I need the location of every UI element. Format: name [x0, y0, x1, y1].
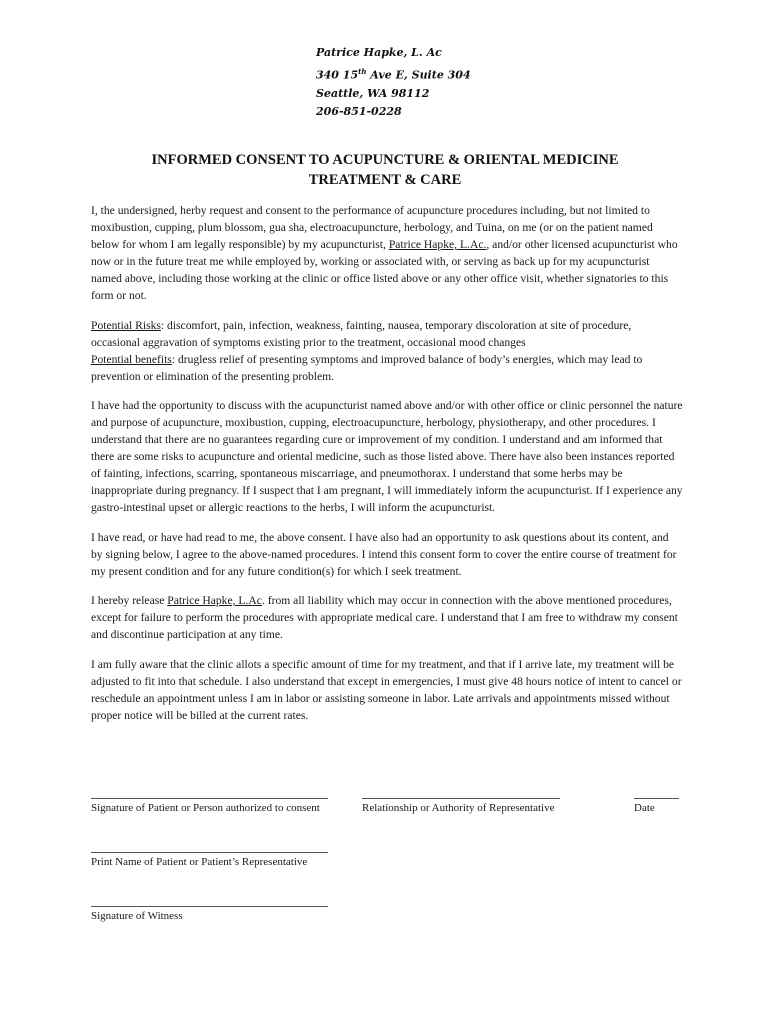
- document-title: [80, 150, 690, 190]
- print-name-label: Print Name of Patient or Patient’s Representative: [91, 856, 308, 868]
- risks-benefits-paragraph: Potential Risks: discomfort, pain, infection, weakness, fainting, nausea, temporary discoloration at site of procedure, occasional aggravation of symptoms existing prior to the treatment, occasional mood changes Potential benefits: drugless relief of presenting symptoms and improved balance of body’s energies, which may lead to prevention or elimination of the presenting problem.: [91, 318, 643, 383]
- date-line[interactable]: [634, 798, 679, 799]
- witness-signature-label: Signature of Witness: [91, 910, 183, 922]
- agreement-paragraph: I have read, or have had read to me, the above consent. I have also had an opportunity to ask questions about its content, and by signing below, I agree to the above-named procedures. I intend this consent form to cover the entire course of treatment for my present condition and for any future condition(s) for which I seek treatment.: [91, 530, 677, 578]
- practitioner-name: Patrice Hapke, L. Ac: [316, 46, 442, 59]
- patient-signature-label: Signature of Patient or Person authorized to consent: [91, 802, 320, 814]
- benefits-label: Potential benefits: [91, 352, 172, 366]
- relationship-line[interactable]: [362, 798, 560, 799]
- title-line-2: TREATMENT & CARE: [308, 172, 462, 188]
- practitioner-phone: 206-851-0228: [316, 105, 402, 119]
- patient-signature-line[interactable]: [91, 798, 328, 799]
- witness-signature-line[interactable]: [91, 906, 328, 907]
- date-label: Date: [634, 802, 655, 814]
- practitioner-city: Seattle, WA 98112: [316, 86, 430, 100]
- practitioner-address: 340 15th Ave E, Suite 304: [316, 66, 471, 82]
- print-name-line[interactable]: [91, 852, 328, 853]
- practitioner-header: [316, 44, 471, 122]
- relationship-label: Relationship or Authority of Representative: [362, 802, 555, 814]
- consent-paragraph: I, the undersigned, herby request and consent to the performance of acupuncture procedures including, but not limited to moxibustion, cupping, plum blossom, gua sha, electroacupuncture, herbology, and Tuina, on me (or on the patient named below for whom I am legally responsible) by my acupuncturist, Patrice Hapke, L.Ac., and/or other licensed acupuncturist who now or in the future treat me while employed by, working or associated with, or serving as back up for my acupuncturist named above, including those working at the clinic or office listed above or any other office visit, whether signatories to this form or not.: [91, 204, 678, 302]
- practitioner-name-underlined: Patrice Hapke, L.Ac: [167, 594, 262, 607]
- title-line-1: INFORMED CONSENT TO ACUPUNCTURE & ORIENTAL MEDICINE: [151, 152, 619, 168]
- release-paragraph: I hereby release Patrice Hapke, L.Ac. from all liability which may occur in connection with the above mentioned procedures, except for failure to perform the procedures with appropriate medical care. I understand that I am free to withdraw my consent and discontinue participation at any time.: [91, 594, 678, 641]
- risks-discussion-paragraph: I have had the opportunity to discuss with the acupuncturist named above and/or with other office or clinic personnel the nature and purpose of acupuncture, moxibustion, cupping, electroacupuncture, herbology, physiotherapy, and other procedures. I understand that there are no guarantees regarding cure or improvement of my condition. I understand and am informed that there are some risks to acupuncture and oriental medicine, such as those listed above. There have also been instances reported of fainting, infections, scarring, spontaneous miscarriage, and pneumothorax. I understand that some herbs may be inappropriate during pregnancy. If I suspect that I am pregnant, I will immediately inform the acupuncturist. If I experience any gastro-intestinal upset or allergic reactions to the herbs, I will inform the acupuncturist.: [91, 399, 683, 514]
- consent-body: [91, 202, 683, 736]
- practitioner-name-underlined: Patrice Hapke, L.Ac.: [388, 238, 487, 251]
- scheduling-paragraph: I am fully aware that the clinic allots a specific amount of time for my treatment, and that if I arrive late, my treatment will be adjusted to fit into that schedule. I also understand that except in emergencies, I must give 48 hours notice of intent to cancel or reschedule an appointment unless I am in labor or assisting someone in labor. Late arrivals and appointments missed without proper notice will be billed at the current rates.: [91, 657, 682, 722]
- risks-label: Potential Risks: [91, 318, 161, 332]
